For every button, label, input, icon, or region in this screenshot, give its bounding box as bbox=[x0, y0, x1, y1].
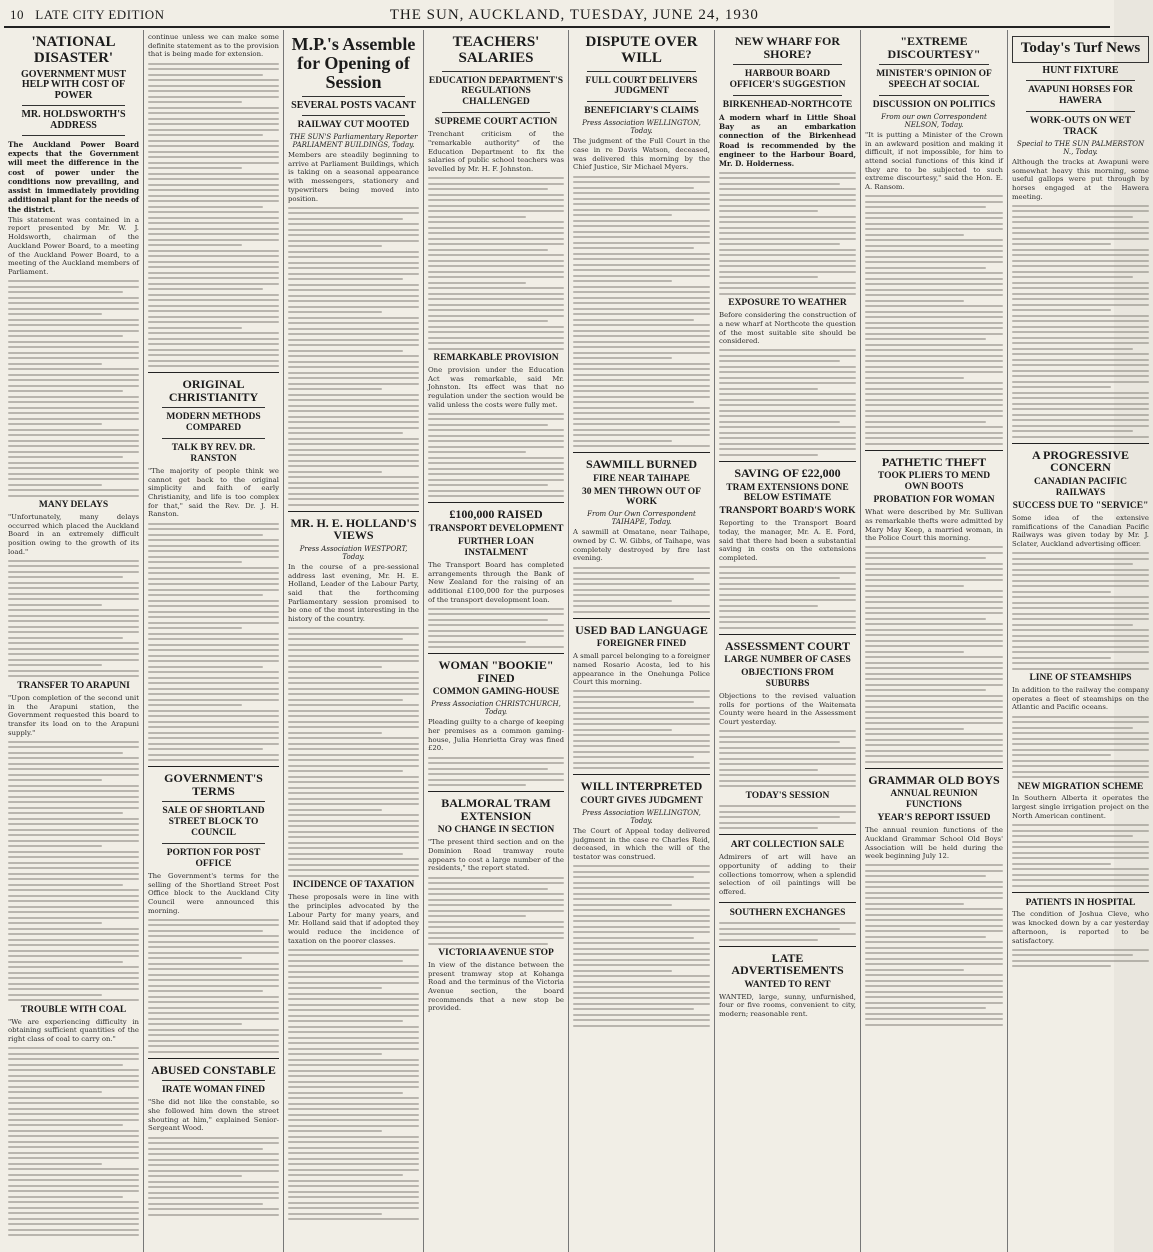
body-text-block bbox=[428, 608, 564, 649]
divider bbox=[162, 1080, 265, 1081]
body-text-block bbox=[865, 864, 1003, 1026]
body-text-block bbox=[719, 566, 856, 629]
body-text-block bbox=[1012, 824, 1149, 887]
paper-title: THE SUN, AUCKLAND, TUESDAY, JUNE 24, 1930 bbox=[389, 6, 759, 23]
subhead-many-delays: MANY DELAYS bbox=[38, 500, 109, 511]
deck-education-department: EDUCATION DEPARTMENT'S REGULATIONS CHALLENGED bbox=[428, 75, 564, 108]
article-paragraph: A small parcel belonging to a foreigner named Rosario Acosta, led to his appearance in the Onehunga Police Court this morning. bbox=[573, 652, 710, 687]
body-text-block bbox=[573, 690, 710, 769]
divider bbox=[865, 768, 1003, 769]
subhead-transfer-arapuni: TRANSFER TO ARAPUNI bbox=[17, 680, 130, 691]
divider bbox=[148, 766, 279, 767]
article-paragraph: The Government's terms for the selling of the Shortland Street Post Office block to the Auckland City Council were announced this morning. bbox=[148, 871, 279, 915]
page-number-and-edition bbox=[10, 7, 165, 23]
divider bbox=[573, 452, 710, 453]
headline-mps-assemble: M.P.'s Assemble for Opening of Session bbox=[291, 34, 416, 92]
subhead-trouble-coal: TROUBLE WITH COAL bbox=[20, 1004, 127, 1015]
divider bbox=[1012, 892, 1149, 893]
headline-dispute-over-will: DISPUTE OVER WILL bbox=[585, 34, 698, 66]
body-text-block bbox=[719, 730, 856, 787]
body-text-block bbox=[1012, 552, 1149, 670]
article-lead: The Auckland Power Board expects that the Government will meet the difference in the cost of power under the conditions now prevailing, and assist in immediately providing additional plant for the needs of the district. bbox=[8, 140, 139, 214]
headline-extreme-discourtesy: "EXTREME DISCOURTESY" bbox=[887, 34, 981, 61]
deck-hunt-fixture: HUNT FIXTURE bbox=[1042, 64, 1119, 76]
divider bbox=[1026, 111, 1135, 112]
column-2 bbox=[144, 30, 284, 1252]
body-text-block bbox=[428, 877, 564, 945]
deck-fire-taihape: FIRE NEAR TAIHAPE bbox=[593, 473, 690, 484]
body-text-block bbox=[8, 280, 139, 497]
article-paragraph: Although the tracks at Awapuni were somewhat heavy this morning, some useful gallops were put through by horses engaged at the Hawera meeting. bbox=[1012, 157, 1149, 201]
divider bbox=[428, 653, 564, 654]
deck-success-service: SUCCESS DUE TO "SERVICE" bbox=[1012, 500, 1149, 511]
deck-ranston: TALK BY REV. DR. RANSTON bbox=[171, 443, 256, 465]
subhead-remarkable-provision: REMARKABLE PROVISION bbox=[433, 353, 559, 364]
page-number: 10 bbox=[10, 7, 24, 22]
body-text-block bbox=[573, 176, 710, 448]
deck-work-outs: WORK-OUTS ON WET TRACK bbox=[1029, 116, 1132, 138]
deck-beneficiary: BENEFICIARY'S CLAIMS bbox=[584, 106, 699, 117]
article-paragraph: The annual reunion functions of the Auckland Grammar School Old Boys' Association will be held during the week beginning July 12. bbox=[865, 826, 1003, 861]
deck-foreigner-fined: FOREIGNER FINED bbox=[596, 639, 687, 650]
article-paragraph: "Upon completion of the second unit in the Arapuni station, the Government requested this board to transfer its load on to the Arapuni supply." bbox=[8, 693, 139, 737]
divider bbox=[428, 791, 564, 792]
headline-new-wharf: NEW WHARF FOR SHORE? bbox=[734, 34, 841, 61]
headline-100000-raised: £100,000 RAISED bbox=[449, 507, 543, 522]
article-paragraph: "She did not like the constable, so she followed him down the street shouting at him," explained Senior-Sergeant Wood. bbox=[148, 1098, 279, 1133]
dateline: Press Association WESTPORT, Today. bbox=[299, 544, 408, 561]
divider bbox=[719, 902, 856, 903]
article-paragraph: These proposals were in line with the principles advocated by the Labour Party for many years, and Mr. Holland said that if adopted they would reduce the incidence of taxation on the poorer classes. bbox=[288, 893, 419, 945]
deck-government-help: GOVERNMENT MUST HELP WITH COST OF POWER bbox=[20, 68, 127, 101]
divider bbox=[587, 71, 696, 72]
deck-probation-woman: PROBATION FOR WOMAN bbox=[873, 495, 995, 506]
deck-transport-board: TRANSPORT BOARD'S WORK bbox=[719, 506, 856, 517]
dateline: From our own Correspondent NELSON, Today. bbox=[881, 112, 987, 129]
classified-ad: WANTED, large, sunny, unfurnished, four or five rooms, convenient to city, modern; reasonable rent. bbox=[719, 992, 856, 1019]
headline-national-disaster: 'NATIONAL DISASTER' bbox=[31, 34, 116, 66]
body-text-block bbox=[148, 1137, 279, 1216]
article-paragraph: "It is putting a Minister of the Crown in an awkward position and making it difficult, if not impossible, for him to attend social functions of this kind if they are to be subjected to such extreme discourtesy," said the Hon. E. A. Ransom. bbox=[865, 130, 1003, 192]
deck-post-office: PORTION FOR POST OFFICE bbox=[166, 848, 261, 869]
article-paragraph: "Unfortunately, many delays occurred which placed the Auckland Board in an extremely difficult position owing to the growth of its load." bbox=[8, 512, 139, 556]
subhead-exposure-weather: EXPOSURE TO WEATHER bbox=[728, 298, 847, 309]
deck-annual-reunion: ANNUAL REUNION FUNCTIONS bbox=[890, 789, 978, 811]
headline-holland-views: MR. H. E. HOLLAND'S VIEWS bbox=[290, 515, 417, 543]
divider bbox=[865, 450, 1003, 451]
body-text-block bbox=[1012, 716, 1149, 779]
deck-transport-development: TRANSPORT DEVELOPMENT bbox=[428, 524, 564, 535]
deck-holdsworth: MR. HOLDSWORTH'S ADDRESS bbox=[21, 109, 126, 131]
subhead-victoria-avenue: VICTORIA AVENUE STOP bbox=[438, 948, 554, 958]
body-text-block bbox=[1012, 205, 1149, 438]
body-text-block bbox=[148, 523, 279, 762]
deck-irate-woman: IRATE WOMAN FINED bbox=[161, 1085, 266, 1096]
column-4 bbox=[424, 30, 569, 1252]
divider bbox=[1026, 80, 1135, 81]
body-text-block bbox=[288, 627, 419, 877]
headline-abused-constable: ABUSED CONSTABLE bbox=[151, 1062, 276, 1077]
body-text-block bbox=[428, 757, 564, 787]
deck-ministers-opinion: MINISTER'S OPINION OF SPEECH AT SOCIAL bbox=[876, 69, 992, 91]
body-text-block bbox=[288, 207, 419, 506]
article-paragraph: The judgment of the Full Court in the case in re Davis Watson, deceased, was delivered this morning by the Chief Justice, Sir Michael Myers. bbox=[573, 137, 710, 172]
deck-objections-suburbs: OBJECTIONS FROM SUBURBS bbox=[741, 668, 834, 690]
deck-discussion-politics: DISCUSSION ON POLITICS bbox=[872, 100, 996, 111]
divider bbox=[1012, 443, 1149, 444]
divider bbox=[573, 774, 710, 775]
divider bbox=[573, 618, 710, 619]
body-text-block bbox=[8, 1047, 139, 1236]
deck-wanted-to-rent: WANTED TO RENT bbox=[744, 979, 831, 990]
divider bbox=[22, 105, 125, 106]
headline-pathetic-theft: PATHETIC THEFT bbox=[881, 454, 987, 469]
article-paragraph: Admirers of art will have an opportunity of adding to their collections tomorrow, when a splendid selection of oil paintings will be offered. bbox=[719, 853, 856, 896]
divider bbox=[148, 1058, 279, 1059]
article-paragraph: Pleading guilty to a charge of keeping her premises as a common gaming-house, Julia Henrietta Gray was fined £20. bbox=[428, 718, 564, 753]
deck-railway-cut: RAILWAY CUT MOOTED bbox=[297, 120, 410, 131]
deck-no-change: NO CHANGE IN SECTION bbox=[437, 825, 555, 836]
article-paragraph: The condition of Joshua Cleve, who was knocked down by a car yesterday afternoon, is reported to be satisfactory. bbox=[1012, 910, 1149, 945]
divider bbox=[879, 64, 989, 65]
article-lead: A modern wharf in Little Shoal Bay as an embarkation connection of the Birkenhead Road is recommended by the engineer to the Harbour Board, Mr. D. Holderness. bbox=[719, 112, 856, 169]
edition-label: LATE CITY EDITION bbox=[35, 7, 165, 22]
body-text-block bbox=[719, 922, 856, 941]
headline-balmoral-tram: BALMORAL TRAM EXTENSION bbox=[441, 796, 551, 823]
body-text-block bbox=[428, 413, 564, 498]
headline-woman-bookie: WOMAN "BOOKIE" FINED bbox=[438, 658, 554, 685]
headline-grammar-old-boys: GRAMMAR OLD BOYS bbox=[868, 772, 1000, 787]
column-5 bbox=[569, 30, 715, 1252]
column-1 bbox=[4, 30, 144, 1252]
article-paragraph: What were described by Mr. Sullivan as remarkable thefts were admitted by Mary May Keep, a married woman, in the Police Court this morning. bbox=[865, 508, 1003, 543]
body-text-block bbox=[1012, 949, 1149, 968]
deck-birkenhead-northcote: BIRKENHEAD-NORTHCOTE bbox=[722, 100, 853, 111]
divider bbox=[719, 834, 856, 835]
body-text-block bbox=[865, 546, 1003, 763]
body-text-block bbox=[573, 567, 710, 613]
article-paragraph: The Court of Appeal today delivered judgment in the case re Charles Reid, deceased, in which the will of the testator was construed. bbox=[573, 826, 710, 861]
body-text-block bbox=[148, 63, 279, 368]
divider bbox=[162, 843, 265, 844]
body-text-block bbox=[719, 805, 856, 829]
divider bbox=[733, 64, 842, 65]
deck-tram-extensions: TRAM EXTENSIONS DONE BELOW ESTIMATE bbox=[726, 482, 849, 504]
column-8 bbox=[1008, 30, 1153, 1252]
dateline: Press Association WELLINGTON, Today. bbox=[582, 119, 701, 136]
subhead-incidence-taxation: INCIDENCE OF TAXATION bbox=[292, 880, 415, 891]
deck-full-court: FULL COURT DELIVERS JUDGMENT bbox=[585, 75, 698, 97]
deck-took-pliers: TOOK PLIERS TO MEND OWN BOOTS bbox=[877, 471, 991, 493]
headline-sawmill-burned: SAWMILL BURNED bbox=[585, 457, 698, 472]
article-paragraph: "The majority of people think we cannot get back to the original simplicity and faith of early Christianity, and life is too complex for that," said the Rev. Dr. J. H. Ranston. bbox=[148, 466, 279, 519]
dateline: THE SUN'S Parliamentary Reporter PARLIAMENT BUILDINGS, Today. bbox=[289, 133, 418, 150]
body-text-block bbox=[148, 919, 279, 1053]
deck-modern-methods: MODERN METHODS COMPARED bbox=[166, 412, 261, 434]
article-paragraph: In view of the distance between the present tramway stop at Kohanga Road and the terminus of the Victoria Avenue section, the board recommends that a new stop be provided. bbox=[428, 960, 564, 1013]
divider bbox=[587, 101, 696, 102]
article-paragraph: One provision under the Education Act was remarkable, said Mr. Johnston. Its effect was that no regulation under the section would be valid unless the costs were fully met. bbox=[428, 366, 564, 409]
headline-governments-terms: GOVERNMENT'S TERMS bbox=[164, 771, 263, 798]
body-text-block bbox=[8, 560, 139, 678]
deck-30-men: 30 MEN THROWN OUT OF WORK bbox=[582, 486, 701, 508]
body-text-block bbox=[428, 177, 564, 350]
deck-gaming-house: COMMON GAMING-HOUSE bbox=[432, 687, 560, 698]
body-text-block bbox=[865, 195, 1003, 445]
divider bbox=[719, 634, 856, 635]
divider bbox=[148, 372, 279, 373]
headline-saving-22000: SAVING OF £22,000 bbox=[734, 465, 841, 480]
turf-news-banner bbox=[1012, 36, 1149, 63]
column-6 bbox=[715, 30, 861, 1252]
divider bbox=[162, 801, 265, 802]
divider bbox=[162, 407, 265, 408]
divider bbox=[719, 946, 856, 947]
deck-canadian-pacific: CANADIAN PACIFIC RAILWAYS bbox=[1034, 477, 1127, 498]
dateline: Special to THE SUN PALMERSTON N., Today. bbox=[1016, 139, 1145, 156]
divider bbox=[442, 112, 550, 113]
divider bbox=[288, 511, 419, 512]
deck-large-number: LARGE NUMBER OF CASES bbox=[724, 655, 851, 666]
divider bbox=[162, 438, 265, 439]
article-paragraph: Before considering the construction of a new wharf at Northcote the question of the most suitable site should be considered. bbox=[719, 311, 856, 346]
deck-awapuni-horses: AVAPUNI HORSES FOR HAWERA bbox=[1028, 85, 1133, 107]
headline-southern-exchanges: SOUTHERN EXCHANGES bbox=[729, 907, 846, 918]
deck-shortland-street: SALE OF SHORTLAND STREET BLOCK TO COUNCIL bbox=[162, 806, 265, 839]
article-paragraph: continue unless we can make some definite statement as to the provision that is being made for extension. bbox=[148, 33, 279, 59]
body-text-block bbox=[573, 865, 710, 1027]
divider bbox=[719, 461, 856, 462]
headline-progressive-concern: A PROGRESSIVE CONCERN bbox=[1031, 447, 1130, 475]
divider bbox=[428, 502, 564, 503]
article-paragraph: "We are experiencing difficulty in obtaining sufficient quantities of the right class of coal to carry on." bbox=[8, 1017, 139, 1044]
article-paragraph: In Southern Alberta it operates the largest single irrigation project on the North American continent. bbox=[1012, 794, 1149, 820]
dateline: From Our Own Correspondent TAIHAPE, Today. bbox=[587, 510, 696, 527]
headline-original-christianity: ORIGINAL CHRISTIANITY bbox=[168, 377, 259, 404]
article-paragraph: This statement was contained in a report presented by Mr. W. J. Holdsworth, chairman of the Auckland Power Board, to a meeting of the Auckland Power Board, to a meeting of the Auckland members of Parliament. bbox=[8, 215, 139, 276]
body-text-block bbox=[719, 172, 856, 295]
deck-years-report: YEAR'S REPORT ISSUED bbox=[877, 813, 991, 824]
deck-court-judgment: COURT GIVES JUDGMENT bbox=[580, 795, 703, 806]
article-paragraph: In the course of a pre-sessional address last evening, Mr. H. E. Holland, Leader of the Labour Party, said that the forthcoming Parliamentary session promised to be one of the most interesting in the history of the country. bbox=[288, 562, 419, 624]
deck-loan-instalment: FURTHER LOAN INSTALMENT bbox=[458, 537, 534, 558]
headline-assessment-court: ASSESSMENT COURT bbox=[724, 638, 851, 653]
headline-will-interpreted: WILL INTERPRETED bbox=[580, 779, 703, 794]
dateline: Press Association WELLINGTON, Today. bbox=[582, 808, 701, 825]
headline-bad-language: USED BAD LANGUAGE bbox=[575, 622, 708, 637]
column-3 bbox=[284, 30, 424, 1252]
divider bbox=[302, 115, 405, 116]
headline-late-advertisements: LATE ADVERTISEMENTS bbox=[731, 950, 844, 978]
article-paragraph: "The present third section and on the Dominion Road tramway route appears to cost a large number of the residents," the report stated. bbox=[428, 838, 564, 873]
headline-art-collection: ART COLLECTION SALE bbox=[730, 840, 845, 851]
article-paragraph: In addition to the railway the company operates a fleet of steamships on the Atlantic and Pacific oceans. bbox=[1012, 686, 1149, 712]
subhead-migration-scheme: NEW MIGRATION SCHEME bbox=[1017, 781, 1144, 792]
divider bbox=[733, 95, 842, 96]
masthead bbox=[4, 4, 1110, 28]
article-paragraph: Members are steadily beginning to arrive at Parliament Buildings, which is taking on a seasonal appearance with messengers, stationery and typewriters being moved into position. bbox=[288, 151, 419, 203]
article-paragraph: The Transport Board has completed arrangements through the Bank of New Zealand for the raising of an additional £100,000 for the purposes of the transport development loan. bbox=[428, 560, 564, 604]
subhead-steamships: LINE OF STEAMSHIPS bbox=[1029, 673, 1132, 684]
article-paragraph: Trenchant criticism of the "remarkable authority" of the Education Department to fix the salaries of public school teachers was levelled by Mr. H. F. Johnston. bbox=[428, 130, 564, 173]
subhead-todays-session: TODAY'S SESSION bbox=[745, 790, 830, 801]
deck-harbour-board: HARBOUR BOARD OFFICER'S SUGGESTION bbox=[729, 69, 846, 91]
divider bbox=[302, 96, 405, 97]
column-7 bbox=[861, 30, 1008, 1252]
body-text-block bbox=[8, 741, 139, 1002]
article-paragraph: A sawmill at Omatane, near Taihape, owned by C. W. Gibbs, of Taihape, was completely destroyed by fire last evening. bbox=[573, 528, 710, 563]
divider bbox=[879, 95, 989, 96]
headline-turf-news: Today's Turf News bbox=[1020, 40, 1141, 56]
article-paragraph: Some idea of the extensive ramifications of the Canadian Pacific Railways was given today by Mr. J. Sclater, Auckland advertising officer. bbox=[1012, 513, 1149, 548]
divider bbox=[22, 135, 125, 136]
columns bbox=[4, 30, 1149, 1252]
article-paragraph: Objections to the revised valuation rolls for portions of the Waitemata County were heard in the Assessment Court yesterday. bbox=[719, 692, 856, 727]
dateline: Press Association CHRISTCHURCH, Today. bbox=[431, 700, 561, 717]
headline-teachers-salaries: TEACHERS' SALARIES bbox=[452, 34, 540, 66]
headline-patients-hospital: PATIENTS IN HOSPITAL bbox=[1025, 897, 1136, 908]
body-text-block bbox=[288, 949, 419, 1221]
deck-supreme-court: SUPREME COURT ACTION bbox=[434, 117, 558, 128]
deck-several-posts: SEVERAL POSTS VACANT bbox=[291, 99, 416, 111]
article-paragraph: Reporting to the Transport Board today, the manager, Mr. A. E. Ford, said that there had been a substantial saving in costs on the extensions completed. bbox=[719, 519, 856, 563]
divider bbox=[442, 71, 550, 72]
body-text-block bbox=[719, 349, 856, 456]
